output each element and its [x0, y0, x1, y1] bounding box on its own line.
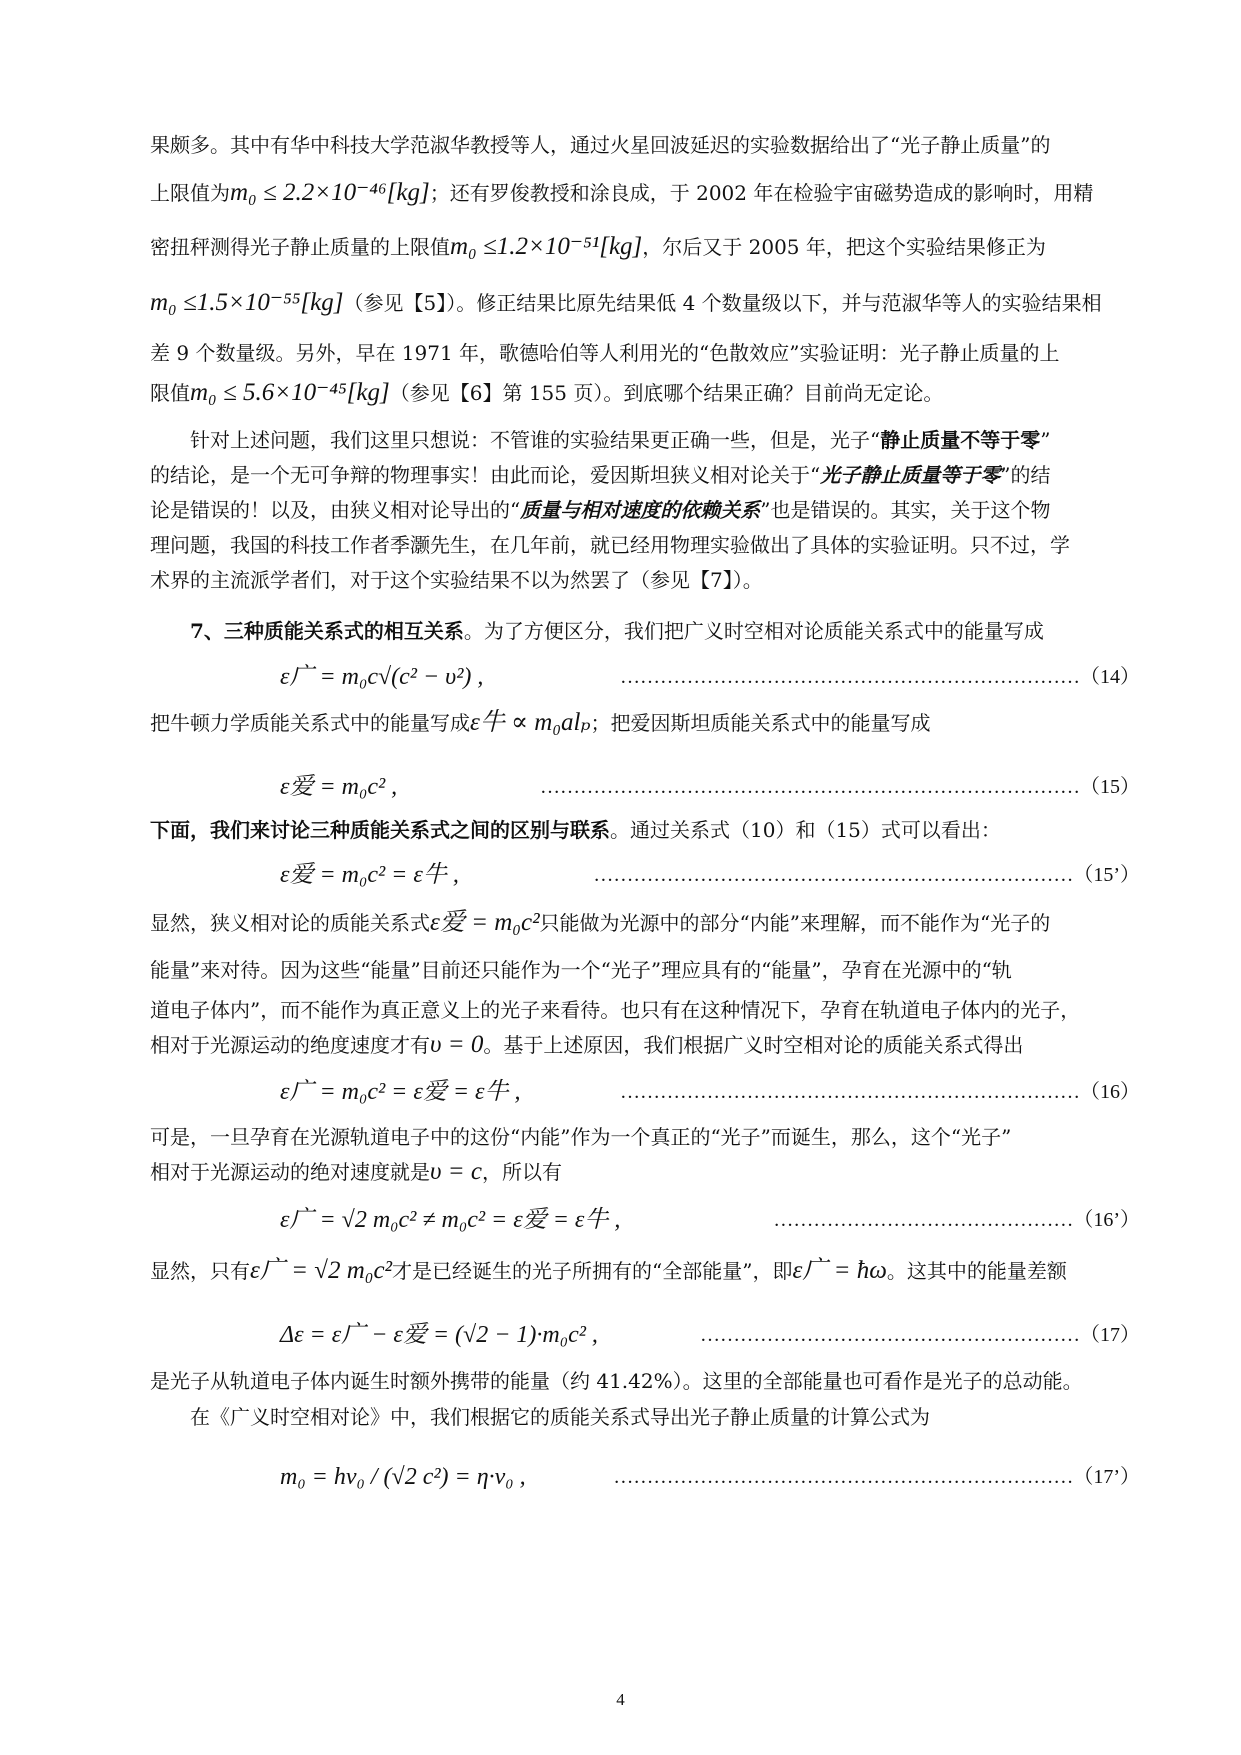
text-line — [150, 1256, 1140, 1286]
text-segment: ”的结 — [1000, 463, 1051, 487]
text-segment: ”也是错误的。其实，关于这个物 — [760, 498, 1051, 522]
text-segment: 只能做为光源中的部分“内能”来理解，而不能作为“光子的 — [539, 911, 1051, 935]
inline-formula: m₀ ≤ 5.6×10⁻⁴⁵[kg] — [190, 379, 390, 406]
inline-formula: ε牛 ∝ m₀alₚ — [470, 709, 591, 736]
equation-number: ………………………………………………………………（15’） — [593, 864, 1140, 886]
text-segment: 。这其中的能量差额 — [886, 1259, 1067, 1283]
equation-number: ………………………………………（16’） — [773, 1209, 1140, 1231]
emphasis-text: 下面，我们来讨论三种质能关系式之间的区别与联系 — [150, 818, 610, 842]
equation-number: ………………………………………………………………………（15） — [540, 776, 1140, 798]
text-segment: 。基于上述原因，我们根据广义时空相对论的质能关系式得出 — [483, 1033, 1024, 1057]
equation-number: …………………………………………………（17） — [700, 1324, 1140, 1346]
text-segment: ” — [1040, 428, 1051, 452]
text-line: 理问题，我国的科技工作者季灏先生，在几年前，就已经用物理实验做出了具体的实验证明。只不过，学 — [150, 533, 1070, 557]
text-segment: 密扭秤测得光子静止质量的上限值 — [150, 235, 450, 259]
equation-expression: ε广 = m₀c² = ε爱 = ε牛 , — [280, 1079, 521, 1105]
equation-17-prime — [150, 1460, 1140, 1494]
text-segment: 显然，狭义相对论的质能关系式 — [150, 911, 430, 935]
text-line: 差 9 个数量级。另外，早在 1971 年，歌德哈伯等人利用光的“色散效应”实验证明：光子静止质量的上 — [150, 341, 1060, 365]
inline-formula: ε爱 = m₀c² — [430, 909, 540, 936]
text-line — [150, 178, 1140, 208]
inline-formula: ε广 = √2 m₀c² — [250, 1257, 393, 1284]
inline-formula: υ = 0 — [430, 1031, 484, 1058]
inline-formula: m₀ ≤1.5×10⁻⁵⁵[kg] — [150, 289, 344, 316]
text-segment: ，所以有 — [481, 1160, 562, 1184]
text-segment: （参见【5】）。修正结果比原先结果低 4 个数量级以下，并与范淑华等人的实验结果相 — [343, 291, 1102, 315]
equation-number: ……………………………………………………………（16） — [620, 1081, 1140, 1103]
text-segment: 相对于光源运动的绝度速度才有 — [150, 1033, 430, 1057]
text-line: 果颇多。其中有华中科技大学范淑华教授等人，通过火星回波延迟的实验数据给出了“光子静止质量”的 — [150, 133, 1051, 157]
text-line: 术界的主流派学者们，对于这个实验结果不以为然罢了（参见【7】）。 — [150, 568, 763, 592]
equation-15 — [150, 770, 1140, 804]
text-segment: ；把爱因斯坦质能关系式中的能量写成 — [590, 711, 931, 735]
text-line — [150, 460, 1140, 490]
text-line — [150, 1157, 1140, 1187]
emphasis-text: 光子静止质量等于零 — [820, 463, 1001, 487]
text-line — [150, 908, 1140, 938]
equation-number: ……………………………………………………………（17’） — [613, 1466, 1140, 1488]
equation-16-prime — [150, 1203, 1140, 1237]
equation-16 — [150, 1075, 1140, 1109]
page-number: 4 — [616, 1690, 625, 1709]
text-line — [150, 288, 1140, 318]
equation-number: ……………………………………………………………（14） — [620, 666, 1140, 688]
inline-formula: ε广 = ħω — [792, 1257, 887, 1284]
text-line — [150, 232, 1140, 262]
emphasis-text: 质量与相对速度的依赖关系 — [520, 498, 761, 522]
equation-expression: ε广 = m₀c√(c² − υ²) , — [280, 664, 484, 690]
text-segment: 论是错误的！以及，由狭义相对论导出的“ — [150, 498, 521, 522]
text-line: 可是，一旦孕育在光源轨道电子中的这份“内能”作为一个真正的“光子”而诞生，那么，这个“光子” — [150, 1125, 1012, 1149]
equation-14 — [150, 660, 1140, 694]
text-segment: 。通过关系式（10）和（15）式可以看出： — [610, 818, 1001, 842]
section-heading: 7、三种质能关系式的相互关系 — [190, 619, 464, 643]
text-segment: 把牛顿力学质能关系式中的能量写成 — [150, 711, 470, 735]
text-segment: 。为了方便区分，我们把广义时空相对论质能关系式中的能量写成 — [463, 619, 1044, 643]
equation-15-prime — [150, 858, 1140, 892]
text-segment: 上限值为 — [150, 181, 230, 205]
inline-formula: υ = c — [430, 1158, 482, 1185]
text-segment: （参见【6】第 155 页）。到底哪个结果正确？目前尚无定论。 — [389, 381, 944, 405]
equation-expression: m₀ = hν₀ / (√2 c²) = η·ν₀ , — [280, 1464, 526, 1490]
text-segment: 才是已经诞生的光子所拥有的“全部能量”，即 — [392, 1259, 793, 1283]
text-segment: 显然，只有 — [150, 1259, 250, 1283]
text-line: 是光子从轨道电子体内诞生时额外携带的能量（约 41.42%）。这里的全部能量也可看作是光子的总动能。 — [150, 1369, 1083, 1393]
text-line — [150, 378, 1140, 408]
text-line — [150, 815, 1140, 845]
text-segment: 限值 — [150, 381, 190, 405]
text-line: 道电子体内”，而不能作为真正意义上的光子来看待。也只有在这种情况下，孕育在轨道电子体内的光子， — [150, 998, 1081, 1022]
equation-expression: ε爱 = m₀c² , — [280, 774, 398, 800]
inline-formula: m₀ ≤1.2×10⁻⁵¹[kg] — [450, 233, 643, 260]
equation-17 — [150, 1318, 1140, 1352]
text-line — [150, 495, 1140, 525]
text-segment: 相对于光源运动的绝对速度就是 — [150, 1160, 430, 1184]
text-line — [150, 708, 1140, 738]
text-line — [150, 1030, 1140, 1060]
equation-expression: ε爱 = m₀c² = ε牛 , — [280, 862, 459, 888]
text-segment: ，尔后又于 2005 年，把这个实验结果修正为 — [642, 235, 1046, 259]
text-line — [190, 425, 1140, 455]
section-heading-line — [190, 616, 1140, 646]
equation-expression: Δε = ε广 − ε爱 = (√2 − 1)·m₀c² , — [280, 1322, 598, 1348]
text-segment: 的结论，是一个无可争辩的物理事实！由此而论，爱因斯坦狭义相对论关于“ — [150, 463, 821, 487]
equation-expression: ε广 = √2 m₀c² ≠ m₀c² = ε爱 = ε牛 , — [280, 1207, 621, 1233]
text-line: 能量”来对待。因为这些“能量”目前还只能作为一个“光子”理应具有的“能量”，孕育在光源中的“轨 — [150, 958, 1012, 982]
text-segment: 针对上述问题，我们这里只想说：不管谁的实验结果更正确一些，但是，光子“ — [190, 428, 881, 452]
emphasis-text: 静止质量不等于零 — [880, 428, 1041, 452]
text-line: 在《广义时空相对论》中，我们根据它的质能关系式导出光子静止质量的计算公式为 — [190, 1405, 930, 1429]
text-segment: ；还有罗俊教授和涂良成，于 2002 年在检验宇宙磁势造成的影响时，用精 — [429, 181, 1094, 205]
inline-formula: m₀ ≤ 2.2×10⁻⁴⁶[kg] — [230, 179, 430, 206]
